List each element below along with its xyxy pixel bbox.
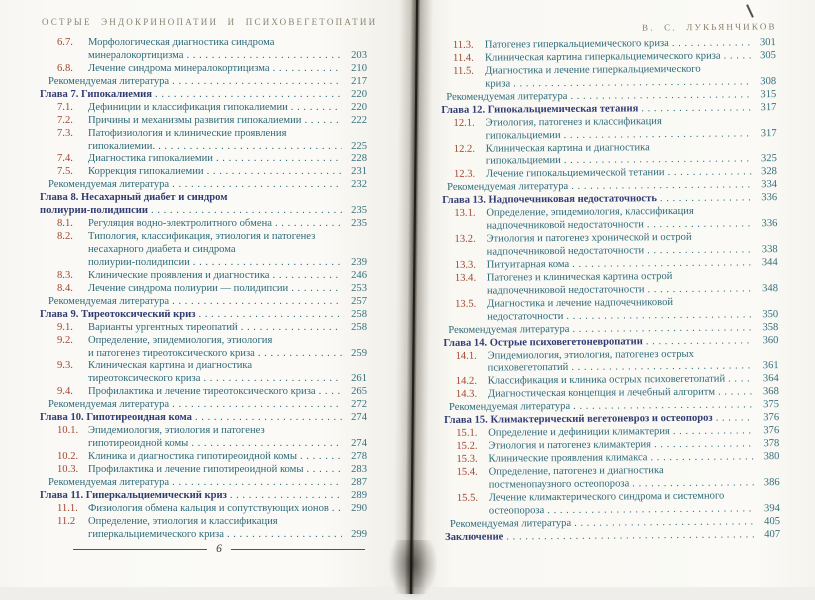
toc-number: 15.4. bbox=[456, 466, 478, 478]
dot-leader bbox=[304, 115, 342, 128]
toc-text: Регуляция водно-электролитного обмена bbox=[88, 218, 272, 230]
toc-number: 8.1. bbox=[57, 218, 73, 230]
toc-page-number: 405 bbox=[764, 515, 781, 527]
toc-page-number: 228 bbox=[351, 153, 367, 165]
toc-text: Клинические проявления климакса bbox=[488, 452, 648, 465]
toc-number: 6.8. bbox=[57, 62, 73, 74]
dot-leader bbox=[641, 102, 751, 116]
toc-line bbox=[40, 425, 367, 438]
toc-text: Профилактика и лечение гипотиреоидной комы bbox=[88, 463, 304, 475]
toc-text: Диагностика и лечение надпочечниковой bbox=[487, 296, 674, 310]
toc-number: 11.5. bbox=[453, 65, 474, 77]
dot-leader bbox=[172, 399, 342, 412]
dot-leader bbox=[647, 283, 753, 297]
toc-line bbox=[40, 296, 367, 309]
toc-page-number: 283 bbox=[351, 463, 367, 475]
toc-page-number: 344 bbox=[761, 257, 778, 269]
toc-page-number: 217 bbox=[351, 75, 367, 87]
toc-text: надпочечниковой недостаточности bbox=[486, 245, 645, 258]
toc-page-number: 360 bbox=[762, 334, 779, 346]
toc-page-number: 376 bbox=[763, 425, 780, 437]
dot-leader bbox=[564, 128, 752, 143]
toc-line bbox=[40, 63, 367, 76]
toc-text: Эпидемиология, этиология, патогенез острых bbox=[487, 348, 694, 362]
toc-line bbox=[40, 218, 367, 231]
toc-page-number: 358 bbox=[762, 321, 779, 333]
dot-leader bbox=[647, 218, 753, 232]
toc-number: 14.1. bbox=[455, 350, 477, 362]
toc-line bbox=[40, 257, 367, 270]
gutter-line bbox=[410, 0, 418, 594]
toc-page-number: 290 bbox=[351, 502, 367, 514]
dot-leader bbox=[647, 244, 753, 258]
toc-text: Определение, этиология и классификация bbox=[88, 515, 278, 527]
toc-page-number: 334 bbox=[761, 179, 778, 191]
toc-page-number: 239 bbox=[351, 256, 367, 268]
toc-page-number: 336 bbox=[761, 218, 778, 230]
toc-line bbox=[40, 89, 367, 102]
toc-number: 15.5. bbox=[456, 492, 479, 504]
dot-leader bbox=[306, 464, 342, 477]
dot-leader bbox=[227, 529, 342, 542]
left-running-head: ОСТРЫЕ ЭНДОКРИНОПАТИИ И ПСИХОВЕГЕТОПАТИИ bbox=[42, 17, 378, 27]
toc-text: Варианты ургентных тиреопатий bbox=[88, 321, 238, 333]
toc-text: Рекомендуемая литература bbox=[48, 295, 170, 307]
toc-text: гипокальциемии bbox=[485, 155, 561, 168]
dot-leader bbox=[172, 477, 342, 490]
toc-number: 15.2. bbox=[456, 440, 478, 452]
toc-line bbox=[40, 322, 367, 335]
toc-page-number: 287 bbox=[351, 476, 367, 488]
toc-line bbox=[40, 102, 367, 115]
toc-page-number: 232 bbox=[351, 179, 367, 191]
toc-text: Глава 7. Гипокалиемия bbox=[40, 88, 153, 100]
toc-right bbox=[441, 37, 780, 544]
toc-number: 10.3. bbox=[57, 463, 79, 475]
toc-page-number: 386 bbox=[763, 476, 780, 489]
dot-leader bbox=[199, 309, 342, 322]
toc-line bbox=[40, 451, 367, 464]
toc-number: 13.1. bbox=[454, 207, 476, 220]
toc-text: Клиническая картина и диагностика bbox=[485, 141, 650, 155]
dot-leader bbox=[572, 257, 753, 272]
toc-text: Морфологическая диагностика синдрома bbox=[88, 37, 275, 48]
toc-page-number: 325 bbox=[760, 153, 777, 165]
toc-line bbox=[40, 244, 367, 257]
page-folio: 6 bbox=[216, 543, 222, 555]
toc-page-number: 317 bbox=[760, 101, 777, 113]
toc-text: Рекомендуемая литература bbox=[48, 75, 170, 87]
toc-text: Дефиниции и классификация гипокалиемии bbox=[88, 101, 288, 113]
toc-text: Этиология, патогенез и классификация bbox=[485, 115, 662, 129]
toc-page-number: 328 bbox=[761, 166, 778, 178]
toc-text: Глава 8. Несахарный диабет и синдром bbox=[40, 192, 228, 204]
toc-line bbox=[40, 399, 367, 412]
dot-leader bbox=[300, 451, 342, 464]
toc-page-number: 315 bbox=[760, 88, 777, 100]
toc-text: гипокалиемии. bbox=[88, 140, 156, 152]
toc-text: Этиология и патогенез климактерия bbox=[488, 439, 652, 452]
toc-number: 11.1. bbox=[57, 502, 78, 514]
toc-number: 10.2. bbox=[57, 451, 79, 462]
toc-page-number: 253 bbox=[351, 282, 367, 294]
toc-text: Патофизиология и клинические проявления bbox=[88, 127, 287, 139]
toc-page-number: 308 bbox=[760, 75, 777, 88]
dot-leader bbox=[506, 529, 755, 544]
toc-line bbox=[40, 438, 367, 451]
toc-text: Глава 11. Гиперкальциемический криз bbox=[40, 489, 227, 501]
toc-text: Лечение климактерического синдрома и системного bbox=[488, 490, 725, 504]
dot-leader bbox=[187, 50, 343, 63]
dot-leader bbox=[650, 451, 754, 465]
toc-line bbox=[40, 477, 367, 490]
toc-line bbox=[40, 179, 367, 192]
toc-number: 8.2. bbox=[57, 231, 73, 243]
toc-text: Рекомендуемая литература bbox=[446, 90, 568, 103]
toc-number: 12.1. bbox=[453, 117, 475, 129]
toc-line bbox=[40, 503, 367, 516]
toc-text: криза bbox=[485, 78, 511, 90]
toc-text: Причины и механизмы развития гипокалиемии bbox=[88, 114, 302, 126]
dot-leader bbox=[660, 193, 752, 207]
toc-line bbox=[40, 141, 367, 154]
toc-number: 7.5. bbox=[57, 166, 73, 178]
toc-number: 11.4. bbox=[452, 52, 474, 64]
toc-page-number: 274 bbox=[351, 412, 367, 424]
toc-number: 8.4. bbox=[57, 282, 73, 294]
dot-leader bbox=[230, 490, 342, 503]
toc-number: 13.2. bbox=[454, 233, 476, 245]
toc-text: Рекомендуемая литература bbox=[448, 401, 571, 414]
toc-line bbox=[40, 76, 367, 89]
dot-leader bbox=[291, 283, 342, 296]
toc-text: психовегетопатий bbox=[487, 362, 569, 375]
toc-text: Клиническая картина и диагностика bbox=[88, 360, 253, 372]
toc-number: 15.3. bbox=[456, 453, 478, 465]
toc-page-number: 301 bbox=[759, 37, 776, 49]
toc-number: 12.3. bbox=[453, 169, 476, 181]
toc-page-number: 222 bbox=[351, 114, 367, 126]
toc-line bbox=[40, 37, 367, 50]
toc-text: и патогенез тиреотоксического криза bbox=[88, 347, 255, 359]
toc-page-number: 407 bbox=[764, 528, 781, 540]
dot-leader bbox=[724, 50, 751, 63]
toc-left bbox=[40, 37, 367, 542]
toc-page-number: 231 bbox=[351, 166, 367, 178]
dot-leader bbox=[275, 218, 342, 231]
toc-text: Эпидемиология, этиология и патогенез bbox=[88, 425, 265, 437]
toc-text: Классификация и клиника острых психовегетопатий bbox=[487, 373, 726, 387]
toc-page-number: 364 bbox=[762, 373, 779, 385]
dot-leader bbox=[207, 166, 342, 179]
toc-text: Диагностика и лечение гиперкальциемического bbox=[485, 63, 701, 77]
dot-leader bbox=[668, 167, 753, 181]
toc-line bbox=[40, 270, 367, 283]
toc-line bbox=[40, 192, 367, 205]
dot-leader bbox=[291, 102, 342, 115]
toc-text: Рекомендуемая литература bbox=[48, 476, 170, 488]
toc-page-number: 317 bbox=[760, 127, 777, 139]
dot-leader bbox=[332, 503, 342, 516]
toc-number: 13.3. bbox=[454, 259, 476, 271]
dot-leader bbox=[258, 348, 342, 361]
toc-line bbox=[40, 348, 367, 361]
dot-leader bbox=[718, 387, 754, 400]
toc-page-number: 378 bbox=[763, 438, 780, 450]
toc-line bbox=[40, 335, 367, 348]
toc-text: недостаточности bbox=[487, 310, 564, 323]
toc-number: 9.3. bbox=[57, 360, 73, 372]
dot-leader bbox=[195, 412, 342, 425]
dot-leader bbox=[203, 373, 342, 386]
toc-text: Определение и дефиниции климактерия bbox=[488, 426, 670, 439]
toc-line bbox=[40, 360, 367, 373]
toc-text: несахарного диабета и синдрома bbox=[88, 244, 236, 255]
left-page bbox=[0, 0, 412, 587]
dot-leader bbox=[716, 412, 755, 425]
dot-leader bbox=[191, 438, 342, 451]
toc-text: Рекомендуемая литература bbox=[48, 179, 170, 191]
toc-text: Глава 9. Тиреотоксический криз bbox=[40, 308, 196, 320]
toc-text: постменопаузного остеопороза bbox=[488, 478, 630, 491]
toc-number: 13.4. bbox=[454, 272, 477, 284]
dot-leader bbox=[672, 37, 751, 51]
toc-text: Клиника и диагностика гипотиреоидной комы bbox=[88, 451, 297, 462]
toc-line bbox=[40, 50, 367, 63]
toc-number: 8.3. bbox=[57, 269, 73, 281]
dot-leader bbox=[273, 270, 342, 283]
toc-text: полиурии-полидипсии bbox=[88, 256, 190, 268]
toc-line bbox=[40, 464, 367, 477]
toc-page-number: 235 bbox=[351, 205, 367, 217]
toc-page-number: 299 bbox=[351, 528, 367, 540]
toc-line bbox=[40, 153, 367, 166]
toc-text: Лечение гипокальциемической тетании bbox=[485, 167, 665, 180]
dot-leader bbox=[172, 296, 342, 309]
toc-number: 15.1. bbox=[456, 427, 478, 440]
toc-text: Профилактика и лечение тиреотоксического криза bbox=[88, 386, 316, 398]
dot-leader bbox=[319, 386, 342, 399]
toc-line bbox=[40, 231, 367, 244]
toc-page-number: 361 bbox=[762, 360, 779, 372]
dot-leader bbox=[151, 205, 342, 218]
dot-leader bbox=[193, 257, 342, 270]
toc-text: Патогенез гиперкальциемического криза bbox=[484, 38, 669, 51]
toc-number: 7.3. bbox=[57, 127, 73, 139]
toc-text: Глава 14. Острые психовегетоневропатии bbox=[443, 335, 643, 349]
dot-leader bbox=[155, 89, 342, 102]
toc-text: Глава 15. Климактерический вегетоневроз и остеопороз bbox=[444, 412, 713, 427]
toc-text: Диагностическая концепция и лечебный алгоритм bbox=[487, 386, 716, 400]
toc-text: Определение, эпидемиология, классификация bbox=[486, 205, 694, 219]
toc-line bbox=[40, 166, 367, 179]
toc-text: Клиническая картина гиперкальциемического криза bbox=[484, 50, 721, 64]
dot-leader bbox=[673, 425, 754, 439]
book-gutter-shadow bbox=[393, 0, 433, 594]
toc-page-number: 235 bbox=[351, 218, 367, 230]
toc-number: 6.7. bbox=[57, 37, 73, 48]
toc-page-number: 350 bbox=[762, 308, 779, 320]
toc-page-number: 274 bbox=[351, 438, 367, 450]
toc-page-number: 261 bbox=[351, 373, 367, 385]
toc-page-number: 305 bbox=[760, 50, 776, 62]
toc-page-number: 375 bbox=[763, 399, 780, 411]
toc-text: Коррекция гипокалиемии bbox=[88, 166, 204, 178]
toc-page-number: 246 bbox=[351, 269, 367, 281]
toc-page-number: 225 bbox=[351, 140, 367, 152]
toc-text: Физиология обмена кальция и сопутствующих ионов bbox=[88, 502, 329, 514]
toc-number: 9.2. bbox=[57, 334, 73, 346]
toc-text: Глава 12. Гипокальциемическая тетания bbox=[441, 102, 639, 116]
toc-text: гипотиреоидной комы bbox=[88, 438, 189, 450]
toc-text: надпочечниковой недостаточности bbox=[486, 284, 645, 297]
dot-leader bbox=[172, 76, 342, 89]
gutter-bottom-shadow bbox=[388, 540, 439, 600]
toc-line bbox=[40, 529, 367, 542]
toc-page-number: 203 bbox=[351, 49, 367, 61]
dot-leader bbox=[571, 361, 753, 376]
dot-leader bbox=[241, 322, 342, 335]
toc-number: 9.1. bbox=[57, 321, 73, 333]
toc-text: Клинические проявления и диагностика bbox=[88, 269, 270, 281]
toc-page-number: 257 bbox=[351, 295, 367, 307]
toc-text: Этиология и патогенез хронической и острой bbox=[486, 231, 692, 245]
toc-page-number: 368 bbox=[762, 386, 779, 398]
toc-text: Определение, эпидемиология, этиология bbox=[88, 334, 273, 346]
toc-page-number: 348 bbox=[762, 282, 779, 295]
toc-page-number: 210 bbox=[351, 62, 367, 74]
dot-leader bbox=[654, 438, 754, 452]
toc-page-number: 278 bbox=[351, 451, 367, 462]
toc-line bbox=[40, 128, 367, 141]
toc-text: Определение, патогенез и диагностика bbox=[488, 465, 664, 478]
toc-text: Рекомендуемая литература bbox=[48, 399, 170, 411]
toc-line bbox=[40, 115, 367, 128]
toc-text: Заключение bbox=[445, 531, 504, 543]
toc-page-number: 259 bbox=[351, 347, 367, 359]
toc-line bbox=[40, 412, 367, 425]
toc-text: минералокортицизма bbox=[88, 49, 184, 61]
toc-page-number: 258 bbox=[351, 321, 367, 333]
toc-line bbox=[40, 490, 367, 503]
toc-line bbox=[40, 283, 367, 296]
toc-number: 7.4. bbox=[57, 153, 73, 165]
toc-page-number: 380 bbox=[763, 451, 780, 463]
toc-line bbox=[40, 373, 367, 386]
dot-leader bbox=[632, 477, 755, 491]
toc-text: Рекомендуемая литература bbox=[447, 181, 569, 194]
toc-page-number: 376 bbox=[763, 412, 780, 424]
toc-number: 13.5. bbox=[455, 298, 477, 310]
toc-text: остеопороза bbox=[488, 504, 545, 517]
toc-number: 11.2 bbox=[57, 515, 76, 527]
toc-text: Диагностика гипокалиемии bbox=[88, 153, 213, 165]
dot-leader bbox=[728, 374, 754, 387]
toc-text: Питуитарная кома bbox=[486, 258, 570, 271]
toc-number: 7.1. bbox=[57, 101, 73, 113]
toc-text: Рекомендуемая литература bbox=[448, 323, 570, 336]
toc-page-number: 220 bbox=[351, 88, 367, 100]
toc-page-number: 220 bbox=[351, 101, 367, 113]
toc-text: Рекомендуемая литература bbox=[449, 517, 572, 530]
toc-text: полиурии-полидипсии bbox=[40, 205, 149, 217]
toc-number: 11.3. bbox=[452, 39, 474, 51]
toc-page-number: 272 bbox=[351, 399, 367, 411]
toc-page-number: 258 bbox=[351, 308, 367, 320]
toc-line bbox=[40, 516, 367, 529]
right-running-head: В. С. ЛУКЬЯНЧИКОВ bbox=[642, 21, 778, 33]
toc-number: 9.4. bbox=[57, 386, 73, 398]
toc-line bbox=[40, 205, 367, 218]
toc-page-number: 336 bbox=[761, 192, 778, 204]
toc-text: Лечение синдрома полиурии — полидипсии bbox=[88, 282, 289, 294]
toc-number: 14.3. bbox=[455, 389, 478, 401]
toc-page-number: 394 bbox=[763, 502, 780, 514]
dot-leader bbox=[158, 141, 342, 154]
toc-text: Лечение синдрома минералокортицизма bbox=[88, 62, 270, 74]
toc-line bbox=[40, 386, 367, 399]
toc-number: 10.1. bbox=[57, 425, 79, 437]
toc-number: 14.2. bbox=[455, 376, 478, 388]
dot-leader bbox=[216, 153, 342, 166]
dot-leader bbox=[646, 335, 754, 349]
toc-text: Патогенез и клиническая картина острой bbox=[486, 270, 673, 284]
toc-text: Глава 13. Надпочечниковая недостаточность bbox=[442, 193, 657, 207]
toc-text: тиреотоксического криза bbox=[88, 373, 201, 385]
toc-line bbox=[40, 309, 367, 322]
toc-text: Типология, классификация, этиология и патогенез bbox=[88, 231, 316, 243]
toc-number: 12.2. bbox=[453, 143, 475, 155]
toc-text: гипокальциемии bbox=[485, 129, 561, 142]
toc-text: надпочечниковой недостаточности bbox=[486, 219, 644, 232]
footer-rule-left bbox=[73, 549, 207, 550]
toc-page-number: 338 bbox=[761, 244, 778, 256]
toc-number: 7.2. bbox=[57, 114, 73, 126]
toc-text: гиперкальциемического криза bbox=[88, 528, 224, 540]
dot-leader bbox=[172, 179, 342, 192]
toc-page-number: 289 bbox=[351, 489, 367, 501]
dot-leader bbox=[273, 63, 342, 76]
toc-text: Глава 10. Гипотиреоидная кома bbox=[40, 412, 192, 424]
footer-rule-right bbox=[231, 549, 365, 550]
left-page-footer bbox=[73, 542, 365, 556]
toc-page-number: 265 bbox=[351, 386, 367, 398]
